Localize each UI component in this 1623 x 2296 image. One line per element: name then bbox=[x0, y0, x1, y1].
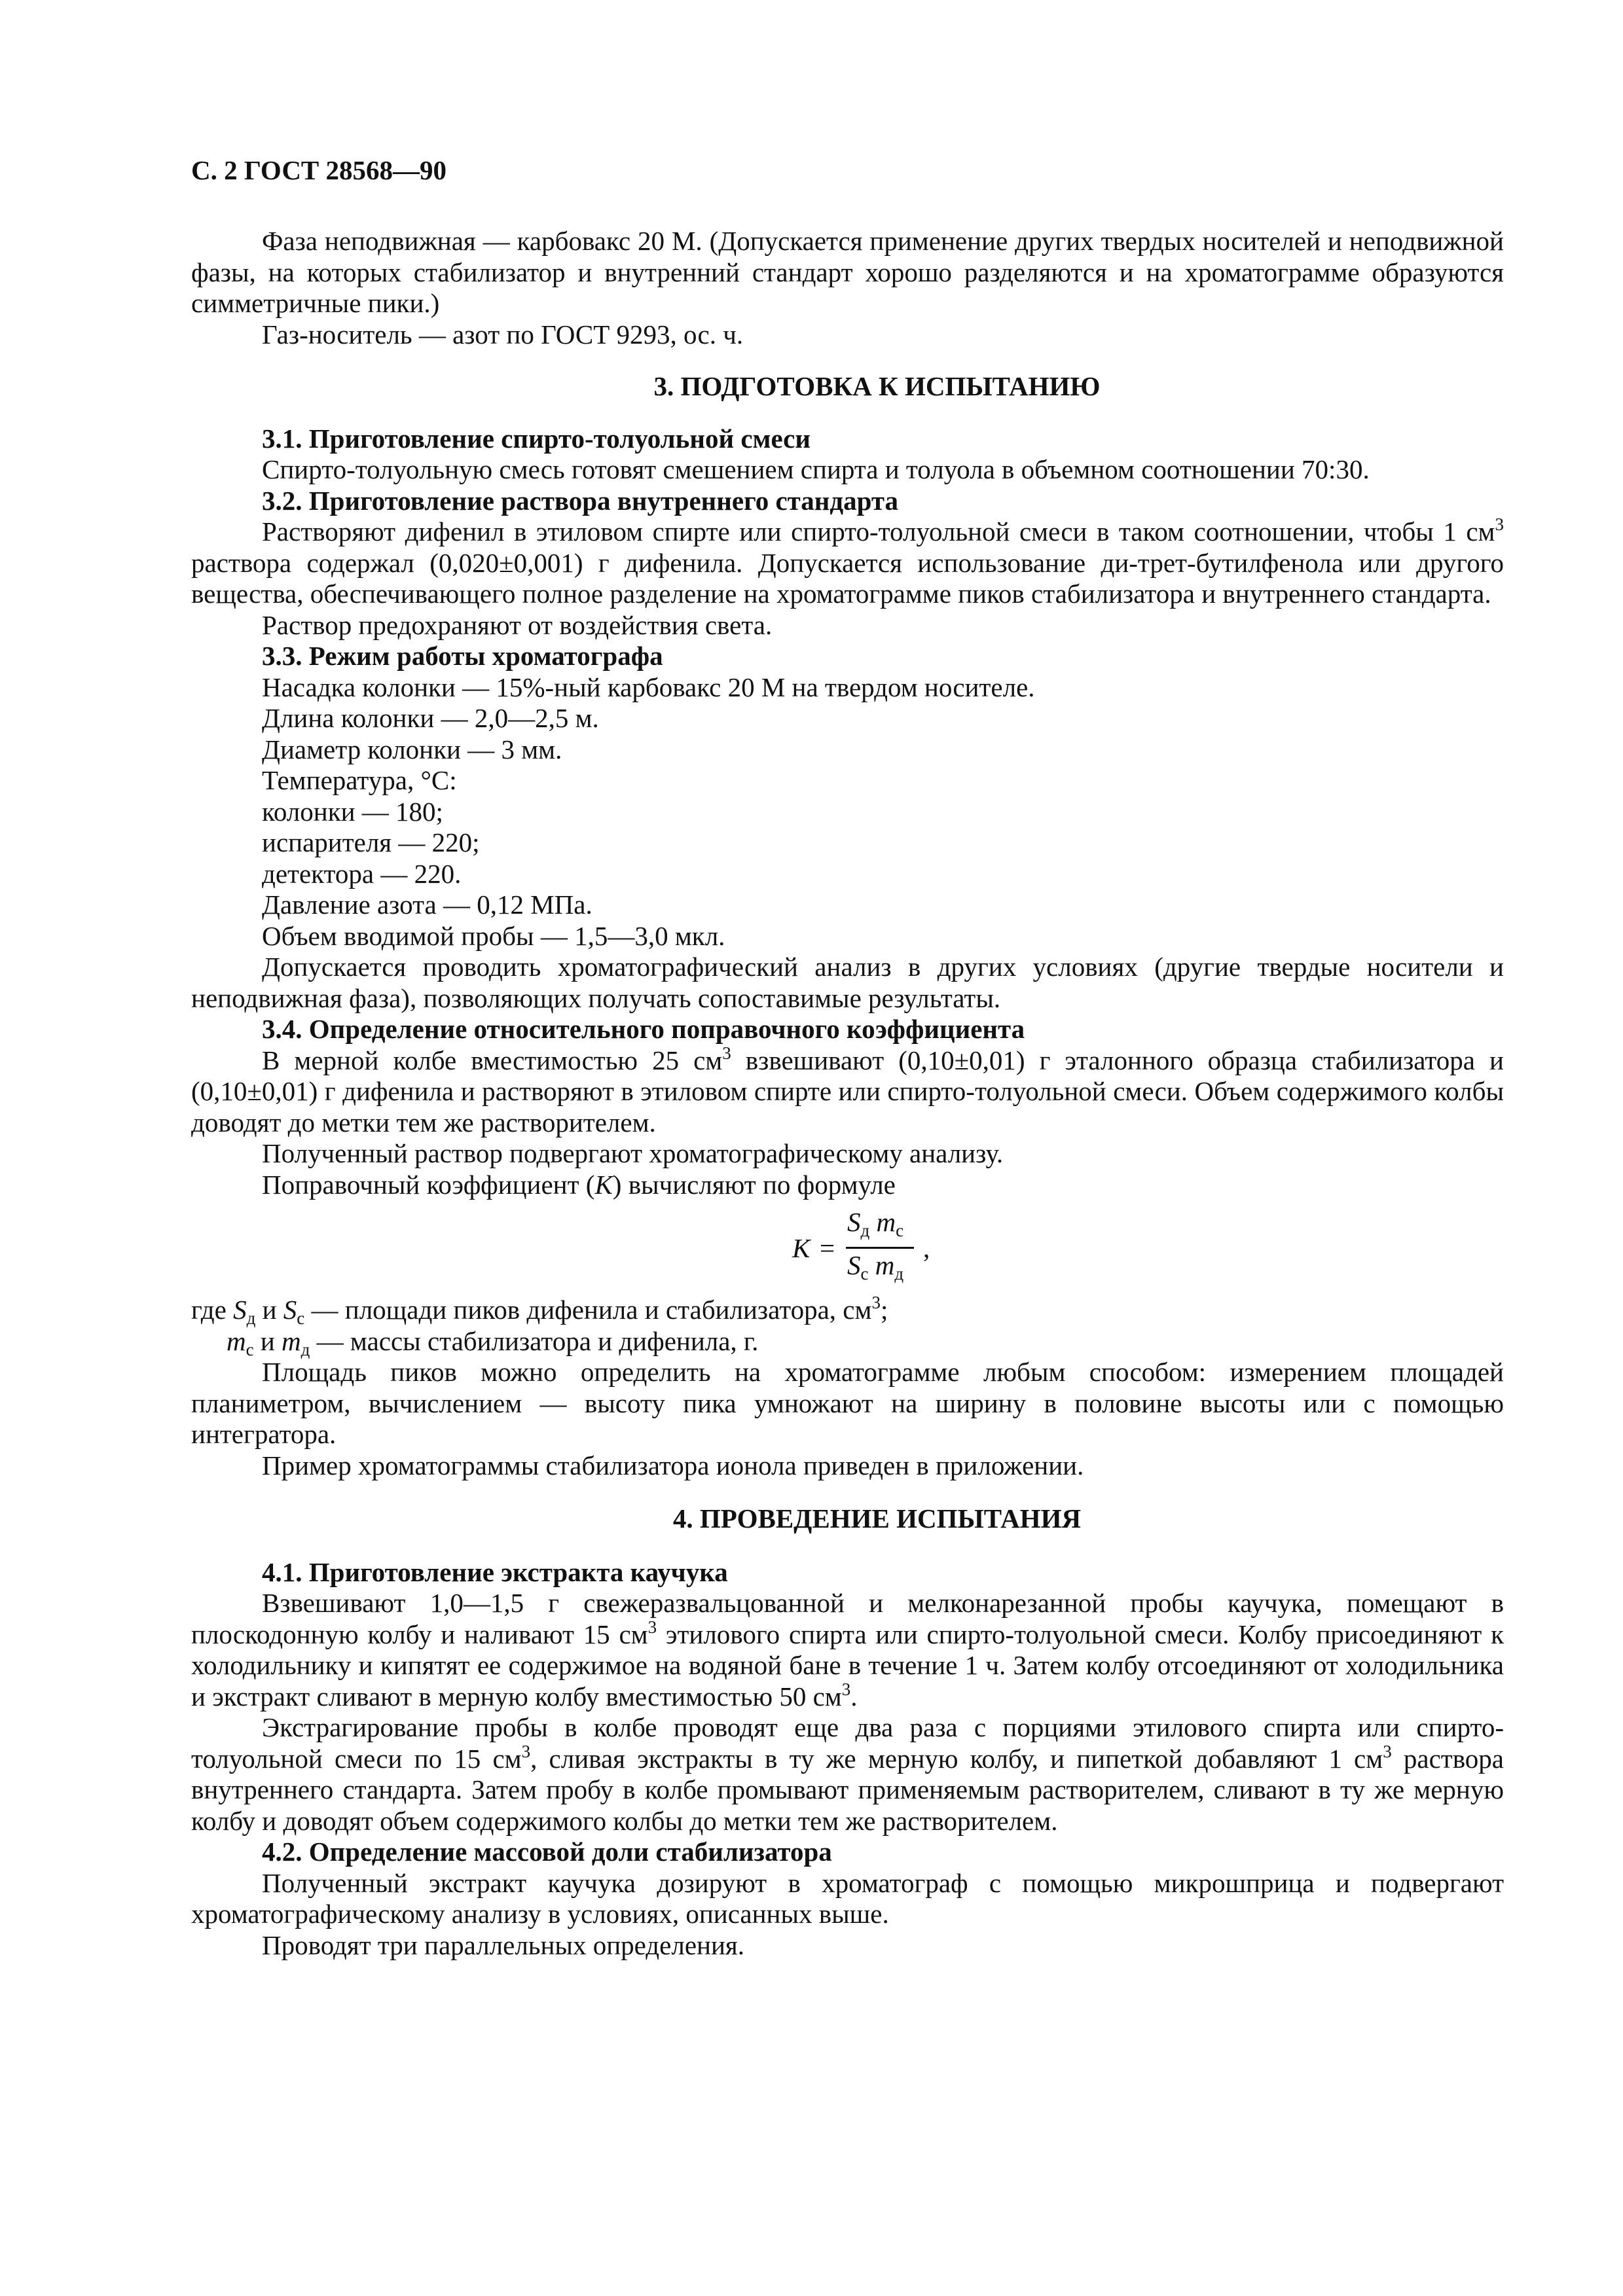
subsection-3-1-text: Спирто-толуольную смесь готовят смешением спирта и толуола в объемном соотношении 70:30. bbox=[262, 454, 1370, 484]
mode-line: Давление азота — 0,12 МПа. bbox=[262, 889, 593, 920]
subsection-3-4-text-3: Поправочный коэффициент (K) вычисляют по формуле bbox=[262, 1169, 896, 1200]
paragraph-carrier-gas: Газ-носитель — азот по ГОСТ 9293, ос. ч. bbox=[262, 319, 744, 350]
section-3-title: 3. ПОДГОТОВКА К ИСПЫТАНИЮ bbox=[653, 371, 1101, 401]
page-content bbox=[191, 226, 1504, 1961]
subsection-3-4-title: 3.4. Определение относительного поправочного коэффициента bbox=[262, 1014, 1025, 1044]
formula-definition-areas: где Sд и Sс — площади пиков дифенила и стабилизатора, $см^3$; bbox=[191, 1293, 888, 1328]
formula-numerator: Sд mс bbox=[847, 1207, 904, 1240]
formula-fraction-bar bbox=[846, 1247, 914, 1249]
subsection-3-4-text-5: Пример хроматограммы стабилизатора ионола приведен в приложении. bbox=[262, 1450, 1084, 1480]
mode-line: Диаметр колонки — 3 мм. bbox=[262, 734, 562, 764]
mode-line: Объем вводимой пробы — 1,5—3,0 мкл. bbox=[262, 920, 725, 951]
section-4-title: 4. ПРОВЕДЕНИЕ ИСПЫТАНИЯ bbox=[672, 1503, 1082, 1534]
mode-line: колонки — 180; bbox=[262, 796, 443, 827]
subsection-4-1-text: Взвешивают 1,0—1,5 г свежеразвальцованной и мелконарезанной пробы каучука, помещают в плоскодонную колбу и наливают 15 $см^3$ этилового спирта или спирто-толуольной смеси. Колбу присоединяют к холодильнику и кипятят ее содержимое на водяной бане в течение 1 ч. Затем колбу отсоединяют от холодильника и экстракт сливают в мерную колбу вместимостью 50 $см^3$. bbox=[191, 1588, 1504, 1712]
mode-line: Температура, °С: bbox=[262, 765, 457, 795]
subsection-3-1-title: 3.1. Приготовление спирто-толуольной смеси bbox=[262, 423, 811, 454]
mode-line: Насадка колонки — 15%-ный карбовакс 20 М на твердом носителе. bbox=[262, 672, 1035, 702]
subsection-3-2-title: 3.2. Приготовление раствора внутреннего стандарта bbox=[262, 485, 899, 516]
formula-denominator: Sс mд bbox=[847, 1250, 904, 1283]
formula-definition-masses: mс и mд — массы стабилизатора и дифенила, г. bbox=[227, 1325, 759, 1359]
subsection-4-2-text-2: Проводят три параллельных определения. bbox=[262, 1929, 745, 1960]
formula-lhs: K bbox=[792, 1233, 811, 1263]
subsection-3-4-text: В мерной колбе вместимостью 25 $см^3$ взвешивают (0,10±0,01) г эталонного образца стабилизатора и (0,10±0,01) г дифенила и растворяют в этиловом спирте или спирто-толуольной смеси. Объем содержимого колбы доводят до метки тем же растворителем. bbox=[191, 1043, 1504, 1138]
subsection-3-3-text: Допускается проводить хроматографический анализ в других условиях (другие твердые носители и неподвижная фаза), позволяющих получать сопоставимые результаты. bbox=[191, 952, 1504, 1013]
subsection-3-3-title: 3.3. Режим работы хроматографа bbox=[262, 641, 663, 671]
correction-factor-formula bbox=[191, 1207, 1504, 1289]
formula-comma: , bbox=[923, 1233, 930, 1263]
subsection-3-4-text-2: Полученный раствор подвергают хроматографическому анализу. bbox=[262, 1138, 1004, 1168]
subsection-4-1-title: 4.1. Приготовление экстракта каучука bbox=[262, 1556, 728, 1587]
paragraph-stationary-phase: Фаза неподвижная — карбовакс 20 М. (Допускается применение других твердых носителей и неподвижной фазы, на которых стабилизатор и внутренний стандарт хорошо разделяются и на хроматограмме образуются симметричные пики.) bbox=[191, 226, 1504, 318]
mode-line: испарителя — 220; bbox=[262, 827, 480, 857]
subsection-4-1-text-2: Экстрагирование пробы в колбе проводят еще два раза с порциями этилового спирта или спирто-толуольной смеси по 15 $см^3$, сливая экстракты в ту же мерную колбу, и пипеткой добавляют 1 $см^3$ раствора внутреннего стандарта. Затем пробу в колбе промывают применяемым растворителем, сливают в ту же мерную колбу и доводят объем содержимого колбы до метки тем же растворителем. bbox=[191, 1712, 1504, 1836]
subsection-4-2-title: 4.2. Определение массовой доли стабилизатора bbox=[262, 1837, 832, 1867]
subsection-4-2-text: Полученный экстракт каучука дозируют в хроматограф с помощью микрошприца и подвергают хроматографическому анализу в условиях, описанных выше. bbox=[191, 1867, 1504, 1929]
mode-line: детектора — 220. bbox=[262, 858, 462, 889]
mode-line: Длина колонки — 2,0—2,5 м. bbox=[262, 703, 599, 733]
formula-equals: = bbox=[820, 1233, 835, 1263]
subsection-3-4-text-4: Площадь пиков можно определить на хроматограмме любым способом: измерением площадей планиметром, вычислением — высоту пика умножают на ширину в половине высоты или с помощью интегратора. bbox=[191, 1357, 1504, 1449]
page-header: С. 2 ГОСТ 28568—90 bbox=[191, 155, 447, 185]
subsection-3-2-text-2: Раствор предохраняют от воздействия света. bbox=[262, 609, 773, 640]
subsection-3-2-text: Растворяют дифенил в этиловом спирте или спирто-толуольной смеси в таком соотношении, чтобы 1 $см^3$ раствора содержал (0,020±0,001) г дифенила. Допускается использование ди-трет-бутилфенола или другого вещества, обеспечивающего полное разделение на хроматограмме пиков стабилизатора и внутреннего стандарта. bbox=[191, 514, 1504, 609]
